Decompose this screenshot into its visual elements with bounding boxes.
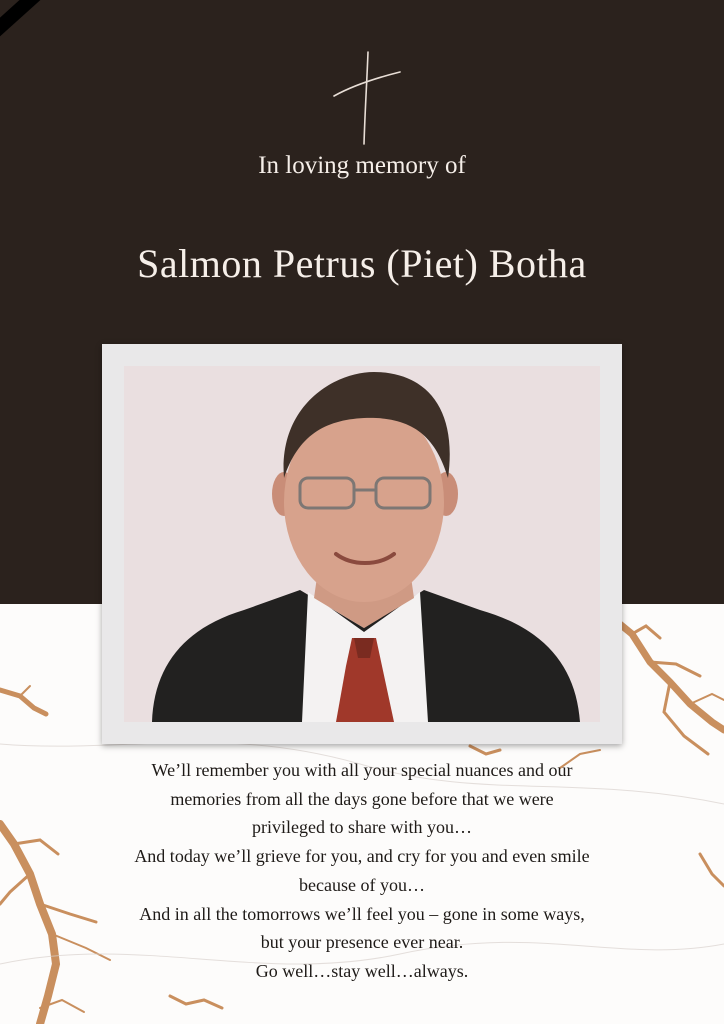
portrait-photo: [124, 366, 600, 722]
poem-line: And today we’ll grieve for you, and cry for you and even smile: [134, 846, 590, 867]
memorial-poem: [60, 756, 664, 986]
poem-line: We’ll remember you with all your special nuances and our: [151, 760, 573, 780]
subtitle-in-loving-memory: In loving memory of: [258, 152, 466, 179]
photo-frame: [102, 344, 622, 744]
deceased-name: Salmon Petrus (Piet) Botha: [137, 241, 587, 286]
poem-line: memories from all the days gone before that we were: [170, 788, 554, 809]
poem-line: because of you…: [299, 874, 425, 895]
poem-line: but your presence ever near.: [260, 932, 464, 953]
poem-line: privileged to share with you…: [252, 817, 472, 838]
cross-icon: [330, 50, 404, 146]
poem-line: Go well…stay well…always.: [255, 960, 469, 981]
poem-line: And in all the tomorrows we’ll feel you – gone in some ways,: [139, 903, 585, 924]
